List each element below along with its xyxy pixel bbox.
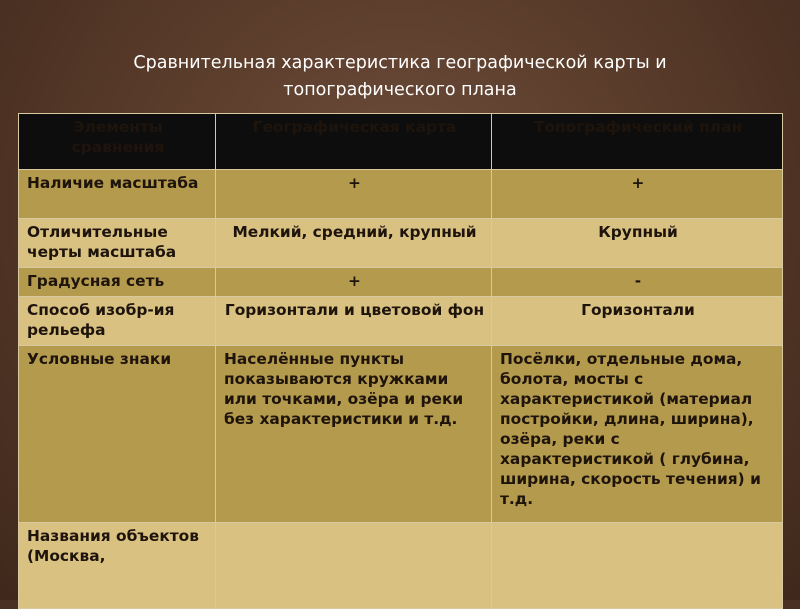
plan-cell: + bbox=[492, 170, 783, 219]
header-geographic-map: Географическая карта bbox=[216, 114, 492, 170]
map-cell bbox=[216, 523, 492, 609]
row-label: Названия объектов (Москва, bbox=[19, 523, 216, 609]
header-topographic-plan: Топографический план bbox=[492, 114, 783, 170]
plan-cell bbox=[492, 523, 783, 609]
plan-cell: - bbox=[492, 268, 783, 297]
table-row bbox=[19, 297, 783, 346]
map-cell: Населённые пункты показываются кружками или точками, озёра и реки без характеристики и т.д. bbox=[216, 346, 492, 523]
comparison-table bbox=[18, 113, 783, 609]
row-label: Условные знаки bbox=[19, 346, 216, 523]
map-cell: + bbox=[216, 268, 492, 297]
row-label: Способ изобр-ия рельефа bbox=[19, 297, 216, 346]
plan-cell: Горизонтали bbox=[492, 297, 783, 346]
plan-cell: Посёлки, отдельные дома, болота, мосты с характеристикой (материал постройки, длина, ширина), озёра, реки с характеристикой ( глубина, ширина, скорость течения) и т.д. bbox=[492, 346, 783, 523]
table-row bbox=[19, 523, 783, 609]
slide-title-line-1: Сравнительная характеристика географической карты и bbox=[133, 53, 667, 73]
slide-title-line-2: топографического плана bbox=[283, 80, 517, 100]
slide-title bbox=[40, 50, 760, 104]
table-row bbox=[19, 219, 783, 268]
header-elements: Элементы сравнения bbox=[19, 114, 216, 170]
map-cell: Мелкий, средний, крупный bbox=[216, 219, 492, 268]
table-row bbox=[19, 170, 783, 219]
row-label: Наличие масштаба bbox=[19, 170, 216, 219]
row-label: Градусная сеть bbox=[19, 268, 216, 297]
plan-cell: Крупный bbox=[492, 219, 783, 268]
row-label: Отличительные черты масштаба bbox=[19, 219, 216, 268]
table-row bbox=[19, 268, 783, 297]
table-header-row bbox=[19, 114, 783, 170]
map-cell: Горизонтали и цветовой фон bbox=[216, 297, 492, 346]
map-cell: + bbox=[216, 170, 492, 219]
table-row bbox=[19, 346, 783, 523]
